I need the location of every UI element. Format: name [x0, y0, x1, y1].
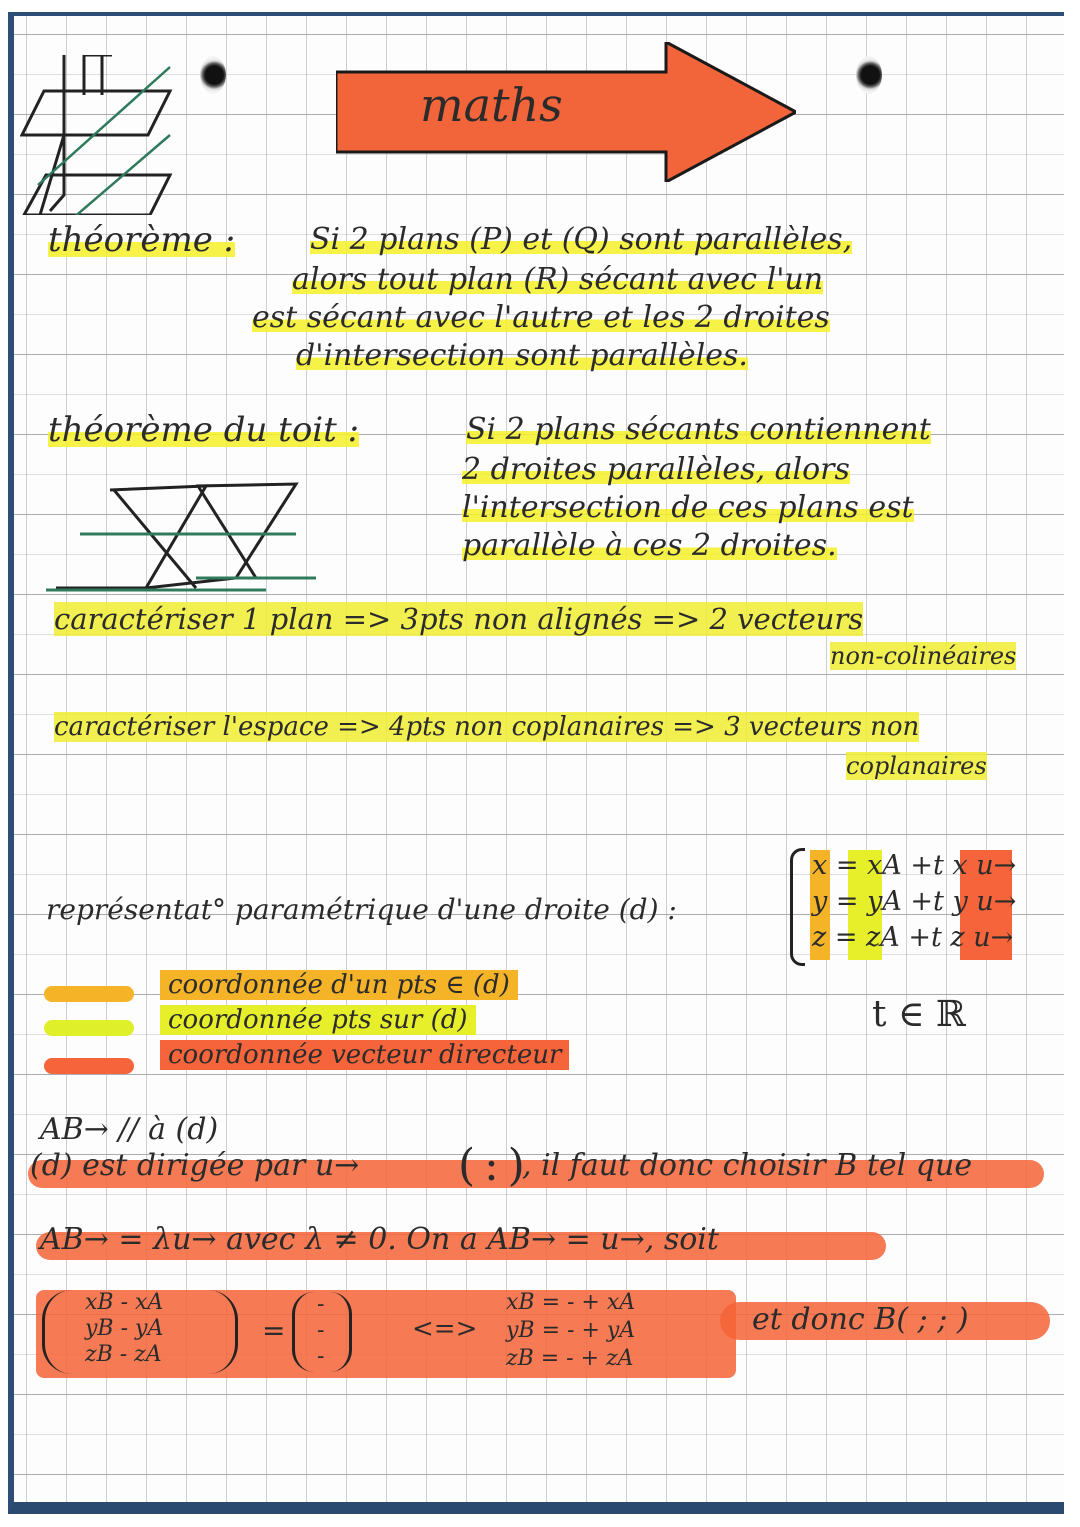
t-domain: t ∈ ℝ: [872, 994, 966, 1035]
legend-label: coordonnée d'un pts ∈ (d): [160, 970, 518, 1000]
equation-line: zB = - + zA: [506, 1346, 634, 1371]
method-line1: AB→ // à (d): [40, 1112, 219, 1147]
legend-swatch-orange: [44, 1058, 134, 1074]
theorem2-line: parallèle à ces 2 droites.: [462, 528, 837, 563]
brace-icon: [790, 848, 805, 966]
equivalence-sign: <=>: [412, 1314, 478, 1344]
legend-label: coordonnée vecteur directeur: [160, 1040, 569, 1070]
u-vector-blank: ( : ): [458, 1140, 525, 1191]
page-title: maths: [420, 78, 563, 132]
characterize-space-line1: caractériser l'espace => 4pts non coplanaires => 3 vecteurs non: [54, 712, 920, 742]
parallel-planes-sketch-icon: [20, 55, 180, 215]
method-line2b: , il faut donc choisir B tel que: [522, 1148, 973, 1183]
theorem2-line: 2 droites parallèles, alors: [462, 452, 850, 487]
parametric-label: représentat° paramétrique d'une droite (d) :: [46, 893, 677, 926]
theorem1-line: alors tout plan (R) sécant avec l'un: [292, 262, 824, 297]
theorem1-line: d'intersection sont parallèles.: [296, 338, 748, 373]
equation-line: xB = - + xA: [506, 1290, 636, 1315]
theorem2-label: théorème du toit :: [48, 410, 360, 450]
theorem1-line: Si 2 plans (P) et (Q) sont parallèles,: [310, 222, 853, 257]
binder-ring-left: [200, 56, 226, 94]
right-matrix: - - -: [292, 1292, 352, 1372]
method-line2a: (d) est dirigée par u→: [30, 1148, 360, 1183]
theorem1-label: théorème :: [48, 220, 236, 260]
characterize-plane-line1: caractériser 1 plan => 3pts non alignés => 2 vecteurs: [54, 602, 864, 636]
legend-label: coordonnée pts sur (d): [160, 1005, 476, 1035]
method-line3: AB→ = λu→ avec λ ≠ 0. On a AB→ = u→, soit: [40, 1222, 719, 1257]
legend-swatch-amber: [44, 986, 134, 1002]
conclusion: et donc B( ; ; ): [752, 1302, 969, 1337]
equals-sign: =: [262, 1314, 286, 1347]
theorem2-line: Si 2 plans sécants contiennent: [466, 412, 931, 447]
theorem1-line: est sécant avec l'autre et les 2 droites: [252, 300, 830, 335]
characterize-space-line2: coplanaires: [846, 752, 987, 780]
characterize-plane-line2: non-colinéaires: [830, 642, 1017, 670]
left-matrix: xB - xA yB - yA zB - zA: [42, 1290, 238, 1374]
legend-swatch-yellow: [44, 1020, 134, 1036]
binder-ring-right: [856, 56, 882, 94]
equation-line: yB = - + yA: [506, 1318, 636, 1343]
roof-theorem-sketch-icon: [46, 478, 326, 598]
parametric-system: x = xA +t x u→ y = yA +t y u→ z = zA +t z u→: [790, 848, 1030, 966]
theorem2-line: l'intersection de ces plans est: [462, 490, 914, 525]
title-arrow-icon: [336, 42, 796, 182]
